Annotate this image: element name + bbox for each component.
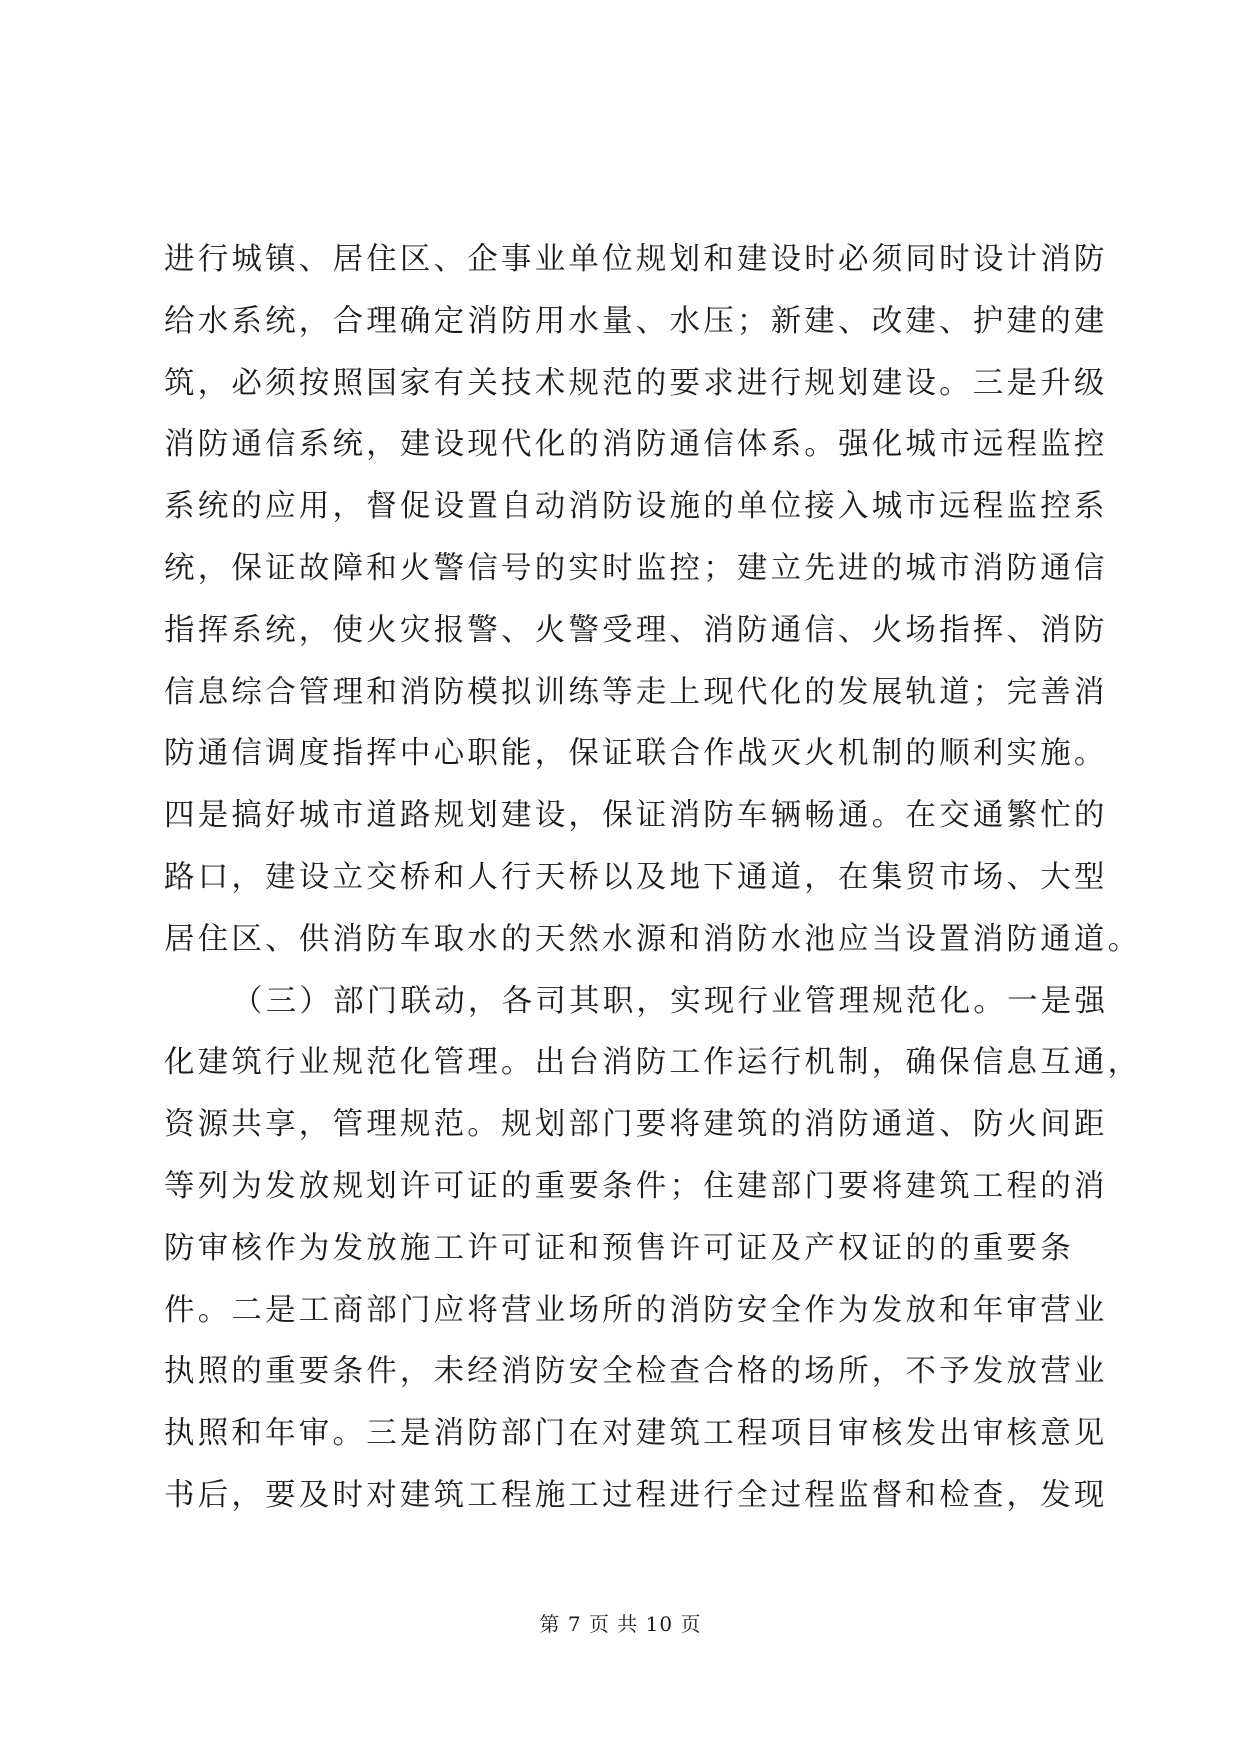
text-line-20: 执照和年审。三是消防部门在对建筑工程项目审核发出审核意见 bbox=[164, 1416, 1108, 1452]
text-line-5: 系统的应用，督促设置自动消防设施的单位接入城市远程监控系 bbox=[164, 489, 1108, 525]
text-line-2: 给水系统，合理确定消防用水量、水压；新建、改建、护建的建 bbox=[164, 303, 1108, 339]
text-line-12: 居住区、供消防车取水的天然水源和消防水池应当设置消防通道。 bbox=[164, 921, 1142, 957]
text-line-7: 指挥系统，使火灾报警、火警受理、消防通信、火场指挥、消防 bbox=[164, 612, 1108, 648]
text-line-4: 消防通信系统，建设现代化的消防通信体系。强化城市远程监控 bbox=[164, 427, 1108, 463]
text-line-15: 资源共享，管理规范。规划部门要将建筑的消防通道、防火间距 bbox=[164, 1107, 1108, 1143]
text-line-11: 路口，建设立交桥和人行天桥以及地下通道，在集贸市场、大型 bbox=[164, 859, 1108, 895]
text-line-16: 等列为发放规划许可证的重要条件；住建部门要将建筑工程的消 bbox=[164, 1168, 1108, 1204]
text-line-6: 统，保证故障和火警信号的实时监控；建立先进的城市消防通信 bbox=[164, 550, 1108, 586]
page-number-footer: 第 7 页 共 10 页 bbox=[539, 1612, 702, 1636]
text-line-9: 防通信调度指挥中心职能，保证联合作战灭火机制的顺利实施。 bbox=[164, 736, 1108, 772]
text-line-13: （三）部门联动，各司其职，实现行业管理规范化。一是强 bbox=[232, 983, 1109, 1019]
text-line-17: 防审核作为发放施工许可证和预售许可证及产权证的的重要条 bbox=[164, 1230, 1074, 1266]
text-line-8: 信息综合管理和消防模拟训练等走上现代化的发展轨道；完善消 bbox=[164, 674, 1108, 710]
body-text bbox=[164, 229, 1142, 1527]
text-line-19: 执照的重要条件，未经消防安全检查合格的场所，不予发放营业 bbox=[164, 1354, 1108, 1390]
text-line-3: 筑，必须按照国家有关技术规范的要求进行规划建设。三是升级 bbox=[164, 365, 1108, 401]
text-line-10: 四是搞好城市道路规划建设，保证消防车辆畅通。在交通繁忙的 bbox=[164, 798, 1108, 834]
text-line-21: 书后，要及时对建筑工程施工过程进行全过程监督和检查，发现 bbox=[164, 1477, 1108, 1513]
text-line-18: 件。二是工商部门应将营业场所的消防安全作为发放和年审营业 bbox=[164, 1292, 1108, 1328]
text-line-14: 化建筑行业规范化管理。出台消防工作运行机制，确保信息互通， bbox=[164, 1045, 1142, 1081]
text-line-1: 进行城镇、居住区、企事业单位规划和建设时必须同时设计消防 bbox=[164, 242, 1108, 277]
